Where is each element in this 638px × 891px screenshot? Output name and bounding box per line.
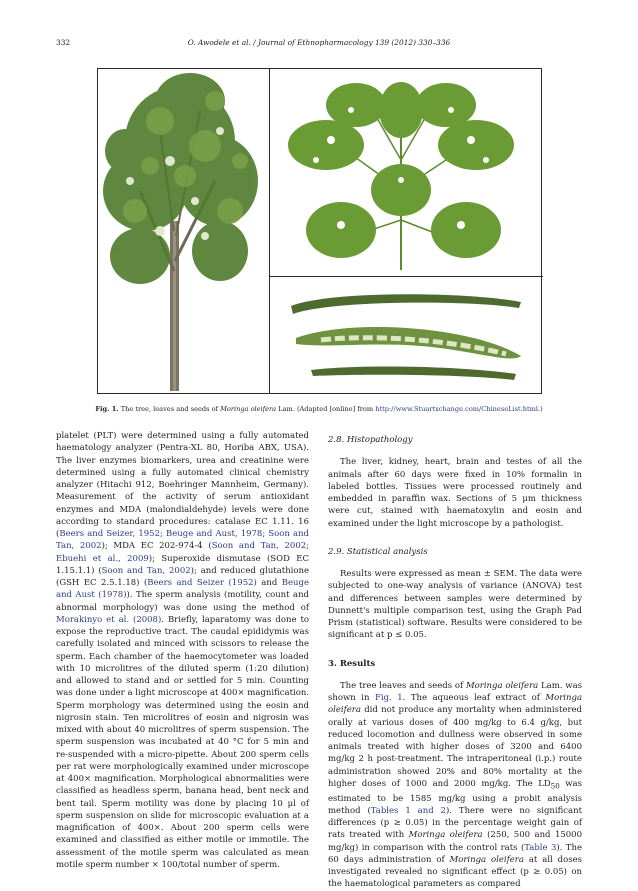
caption-species: Moringa oleifera <box>220 405 277 413</box>
section-heading-statistical: 2.9. Statistical analysis <box>328 546 428 557</box>
statistical-paragraph: Results were expressed as mean ± SEM. The data were subjected to one-way analysis of variance (ANOVA) test and differences between samples were determined by Dunnett's multiple comparison test, using the Graph Pad Prism (statistical) software. Results were considered to be significant at p ≤ 0.05. <box>328 569 582 641</box>
right-column <box>328 430 582 891</box>
seeds-image <box>271 278 541 392</box>
left-column <box>56 430 309 871</box>
caption-text: Lam. (Adapted [online] from <box>276 405 376 413</box>
reference-link[interactable]: Beers and Seizer, 1952; Beuge and Aust, 1978; Soon and Tan, 2002 <box>56 529 309 552</box>
tree-image <box>100 71 268 392</box>
section-heading-histopathology: 2.8. Histopathology <box>328 435 413 445</box>
reference-link[interactable]: Morakinyo et al. (2008) <box>56 614 162 625</box>
caption-text: ) <box>540 405 543 413</box>
figure-divider-vertical <box>269 69 270 393</box>
figure-caption <box>0 405 638 413</box>
leaves-image <box>271 70 541 275</box>
caption-text: The tree, leaves and seeds of <box>120 405 221 413</box>
histopathology-paragraph: The liver, kidney, heart, brain and testes of all the animals after 60 days were fixed in 10% formalin in labeled bottles. Tissues were processed routinely and embedded in paraffin wax. Sections of 5 μm thickness were cut, stained with haematoxylin and eosin and examined under the light microscope by a pathologist. <box>328 457 582 529</box>
section-heading-results: 3. Results <box>328 658 376 669</box>
results-paragraph: The tree leaves and seeds of Moringa oleifera Lam. was shown in Fig. 1. The aqueous leaf extract of Moringa oleifera did not produce any mortality when administered orally at various doses of 400 mg/kg to 6.4 g/kg, but reduced locomotion and dullness were observed in some animals treated with higher doses of 3200 and 6400 mg/kg 2 h post-treatment. The intraperitoneal (i.p.) route administration showed 20% and 80% mortality at the higher doses of 1000 and 2000 mg/kg. The $LD_{50}$ was estimated to be 1585 mg/kg using a probit analysis method (Tables 1 and 2). There were no significant differences (p ≥ 0.05) in the percentage weight gain of rats treated with Moringa oleifera (250, 500 and 15000 mg/kg) in comparison with the control rats (Table 3). The 60 days administration of Moringa oleifera at all doses investigated revealed no significant effect (p ≥ 0.05) on the haematological parameters as compared <box>328 680 583 890</box>
figure-link[interactable]: Fig. 1 <box>374 693 403 703</box>
table-link[interactable]: Table 3 <box>524 842 557 853</box>
methods-paragraph: platelet (PLT) were determined using a fully automated haematology analyzer (Pentra-XL 80, Horiba ABX, USA). The liver enzymes biomarkers, urea and creatinine were determined using a fully automated clinical chemistry analyzer (Hitachi 912, Boehringer Mannheim, Germany). Measurement of the activity of serum antioxidant enzymes and MDA (malondialdehyde) levels were done according to standard procedures: catalase EC 1.11. 16 (Beers and Seizer, 1952; Beuge and Aust, 1978; Soon and Tan, 2002); MDA EC 202-974-4 (Soon and Tan, 2002; Ebuehi et al., 2009); Superoxide dismutase (SOD EC 1.15.1.1) (Soon and Tan, 2002); and reduced glutathione (GSH EC 2.5.1.18) (Beers and Seizer (1952) and Beuge and Aust (1978)). The sperm analysis (motility, count and abnormal morphology) was done using the method of Morakinyo et al. (2008). Briefly, laparatomy was done to expose the reproductive tract. The caudal epididymis was carefully isolated and minced with scissors to release the sperm. Each chamber of the haemocytometer was loaded with 10 microlitres of the diluted sperm (1:20 dilution) and allowed to stand and or settled for 5 min. Counting was done under a light microscope at 400× magnification. Sperm morphology was determined using the eosin and nigrosin stain. Ten microlitres of eosin and nigrosin was mixed with about 40 microlitres of sperm suspension. The sperm suspension was incubated at 40 °C for 5 min and re-suspended with a micro-pipette. About 200 sperm cells per rat were morphologically examined under microscope at 400× magnification. Morphological abnormalities were classified as headless sperm, banana head, bent neck and bent tail. Sperm motility was done by placing 10 μl of sperm suspension on slide for microscopic evaluation at a magnification of 400×. About 200 sperm cells were examined and classified as either motile or immotile. The assessment of the motile sperm was calculated as mean motile sperm number × 100/total number of sperm. <box>56 431 310 870</box>
reference-link[interactable]: Beers and Seizer (1952) <box>147 578 257 588</box>
reference-link[interactable]: Soon and Tan, 2002 <box>101 565 191 576</box>
figure-1 <box>97 68 542 394</box>
page-number: 332 <box>56 38 71 47</box>
running-header <box>0 38 638 50</box>
journal-citation: O. Awodele et al. / Journal of Ethnopharmacology 139 (2012) 330–336 <box>187 38 451 47</box>
figure-divider-horizontal <box>269 276 543 277</box>
reference-link[interactable]: Beuge and Aust (1978) <box>56 578 310 601</box>
caption-link[interactable]: http://www.Stuartxchange.com/ChineseList.html. <box>375 405 541 413</box>
caption-label: Fig. 1. <box>95 405 119 413</box>
table-link[interactable]: Tables 1 and 2 <box>370 805 446 816</box>
reference-link[interactable]: Soon and Tan, 2002; Ebuehi et al., 2009 <box>56 541 309 564</box>
